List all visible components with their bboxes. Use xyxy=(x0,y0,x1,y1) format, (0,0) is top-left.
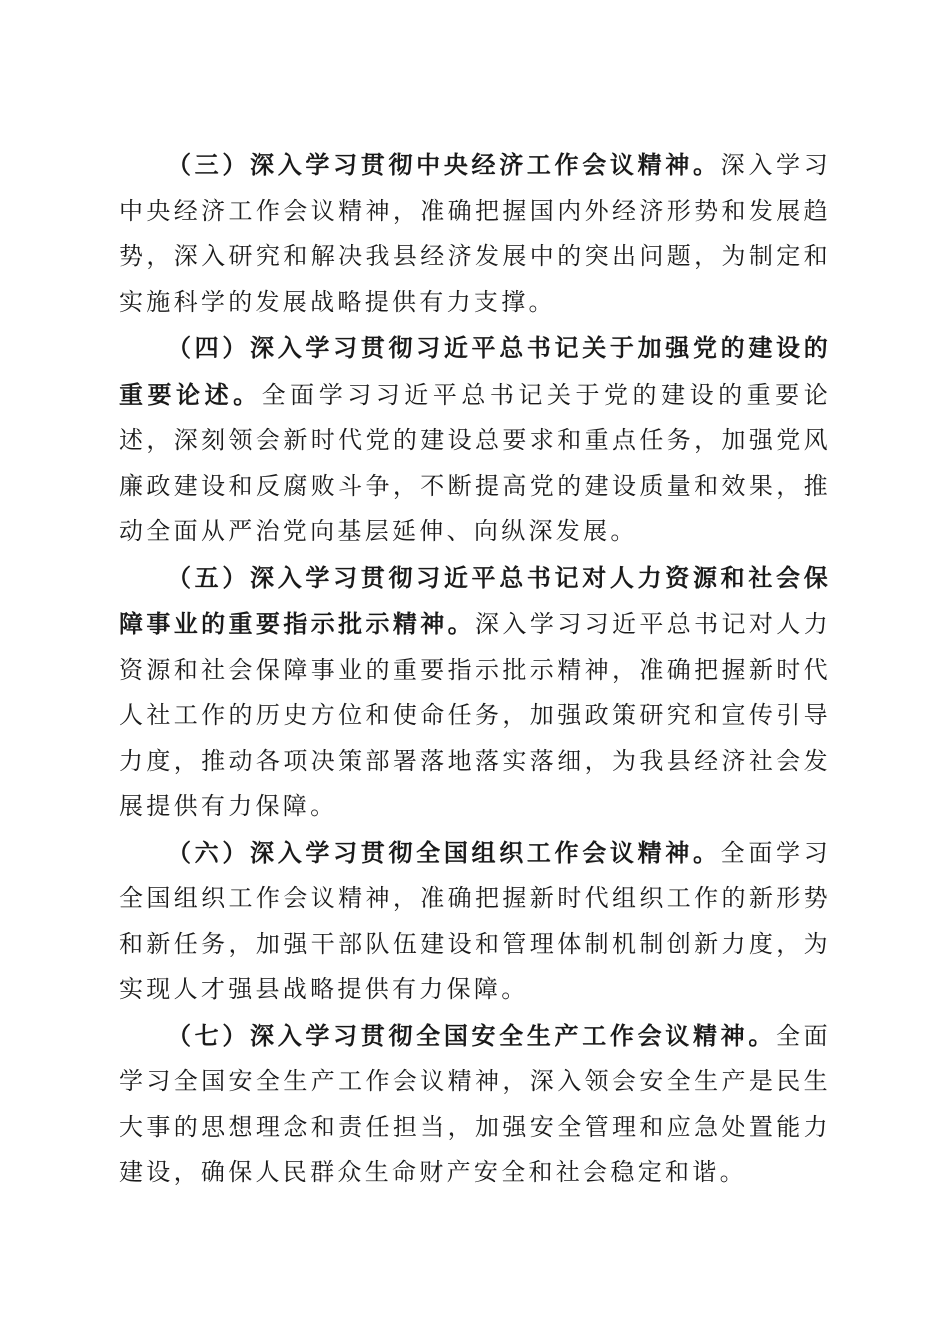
paragraph-heading: （五）深入学习贯彻习近平总书记对人力资源和社会保障事业的重要指示批示精神。 xyxy=(119,562,831,638)
paragraph-text: 全面学习全国安全生产工作会议精神，深入领会安全生产是民生大事的思想理念和责任担当，加强安全管理和应急处置能力建设，确保人民群众生命财产安全和社会稳定和谐。 xyxy=(119,1021,831,1186)
paragraph-text: 全面学习习近平总书记关于党的建设的重要论述，深刻领会新时代党的建设总要求和重点任务，加强党风廉政建设和反腐败斗争，不断提高党的建设质量和效果，推动全面从严治党向基层延伸、向纵深发展。 xyxy=(119,380,832,545)
paragraph-heading: （六）深入学习贯彻全国组织工作会议精神。 xyxy=(167,837,721,867)
paragraph-heading: （七）深入学习贯彻全国安全生产工作会议精神。 xyxy=(167,1020,776,1050)
paragraph-4 xyxy=(119,325,831,555)
paragraph-3 xyxy=(119,142,831,325)
document-body xyxy=(119,142,831,1196)
paragraph-5 xyxy=(119,555,831,830)
paragraph-6 xyxy=(119,830,831,1013)
paragraph-heading: （四）深入学习贯彻习近平总书记关于加强党的建设的重要论述。 xyxy=(119,333,831,409)
paragraph-text: 深入学习习近平总书记对人力资源和社会保障事业的重要指示批示精神，准确把握新时代人社工作的历史方位和使命任务，加强政策研究和宣传引导力度，推动各项决策部署落地落实落细，为我县经济社会发展提供有力保障。 xyxy=(119,610,831,820)
paragraph-heading: （三）深入学习贯彻中央经济工作会议精神。 xyxy=(167,150,721,179)
paragraph-text: 深入学习中央经济工作会议精神，准确把握国内外经济形势和发展趋势，深入研究和解决我县经济发展中的突出问题，为制定和实施科学的发展战略提供有力支撑。 xyxy=(119,151,832,316)
paragraph-7 xyxy=(119,1013,831,1196)
paragraph-text: 全面学习全国组织工作会议精神，准确把握新时代组织工作的新形势和新任务，加强干部队伍建设和管理体制机制创新力度，为实现人才强县战略提供有力保障。 xyxy=(119,838,832,1003)
